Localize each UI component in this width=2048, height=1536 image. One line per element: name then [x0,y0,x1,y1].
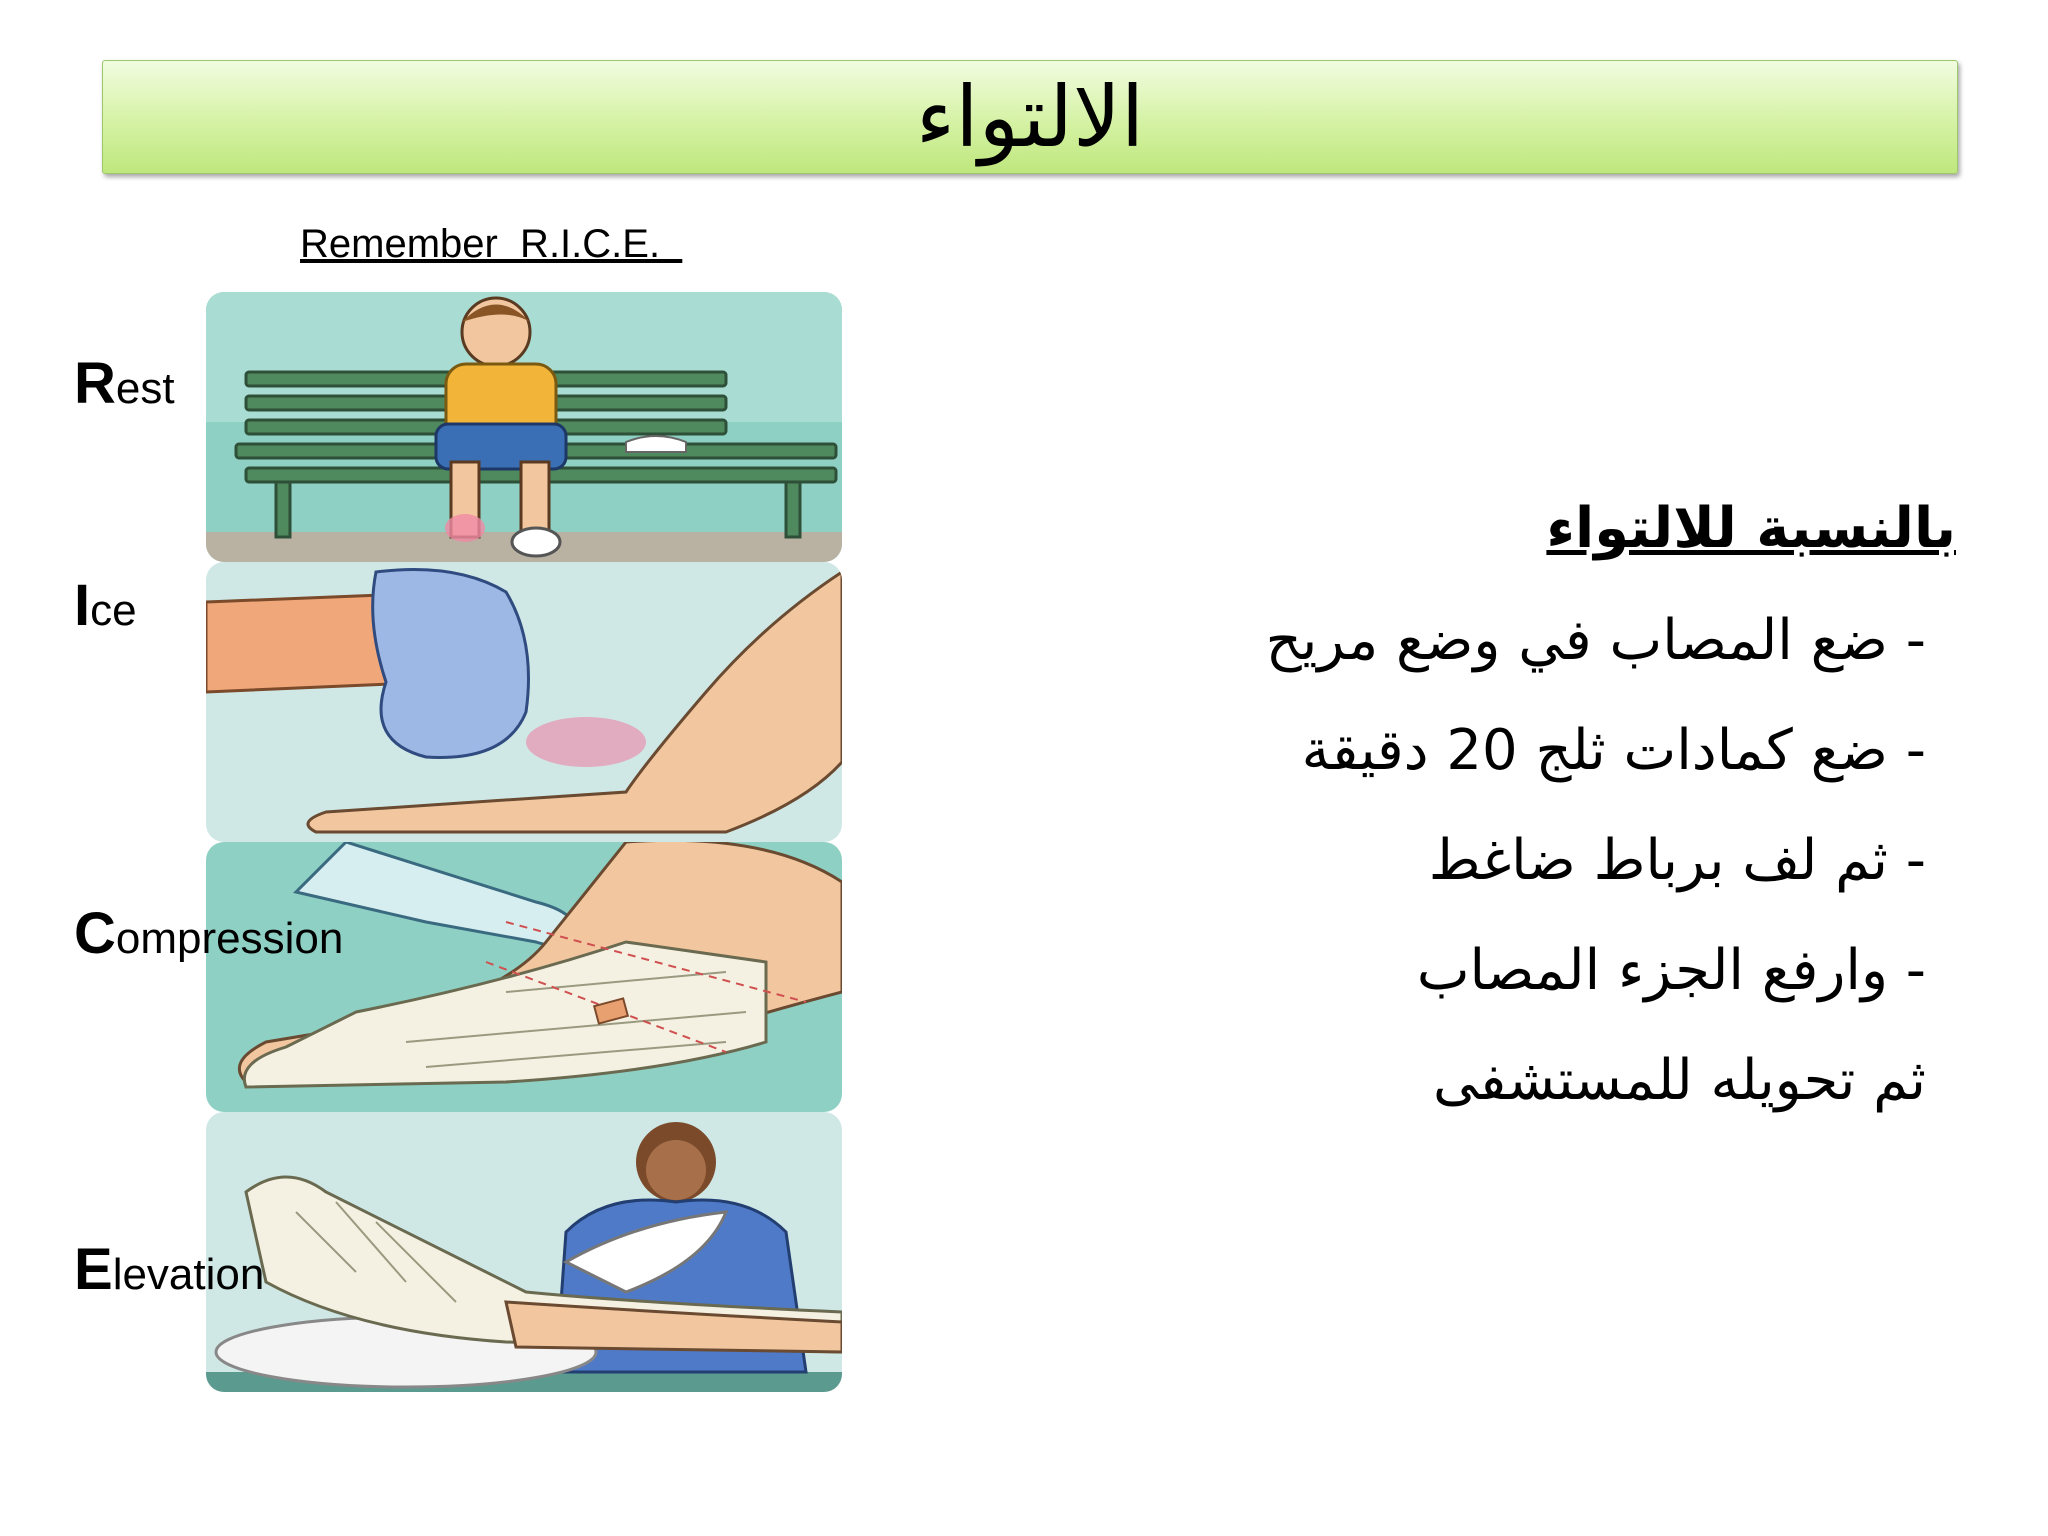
rice-rest: ce [90,586,137,635]
compression-illustration [206,842,842,1112]
rest-illustration [206,292,842,562]
title-bar [102,60,1958,174]
instruction-line: - ضع كمادات ثلج 20 دقيقة [1301,718,1926,784]
rice-rest: levation [112,1250,265,1299]
instruction-line: - ثم لف برباط ضاغط [1428,828,1926,894]
rice-rest: ompression [115,914,344,963]
instruction-line: - وارفع الجزء المصاب [1416,938,1926,1004]
rice-initial: I [74,573,91,638]
rice-label-compression [74,900,343,967]
rice-initial: E [74,1237,113,1302]
remember-rice-caption: Remember R.I.C.E. [300,222,683,266]
rice-initial: C [74,901,116,966]
instruction-line: - ضع المصاب في وضع مريح [1265,608,1926,674]
ice-illustration [206,562,842,842]
rice-initial: R [74,351,116,416]
rice-label-ice [74,572,137,639]
rice-label-rest [74,350,175,417]
instructions-block [1056,490,1956,1136]
instruction-line: ثم تحويله للمستشفى [1432,1048,1926,1114]
elevation-illustration [206,1112,842,1392]
instructions-heading: بالنسبة للالتواء [1546,496,1956,561]
page-title: الالتواء [915,68,1145,166]
rice-label-elevation [74,1236,264,1303]
rice-rest: est [115,364,175,413]
